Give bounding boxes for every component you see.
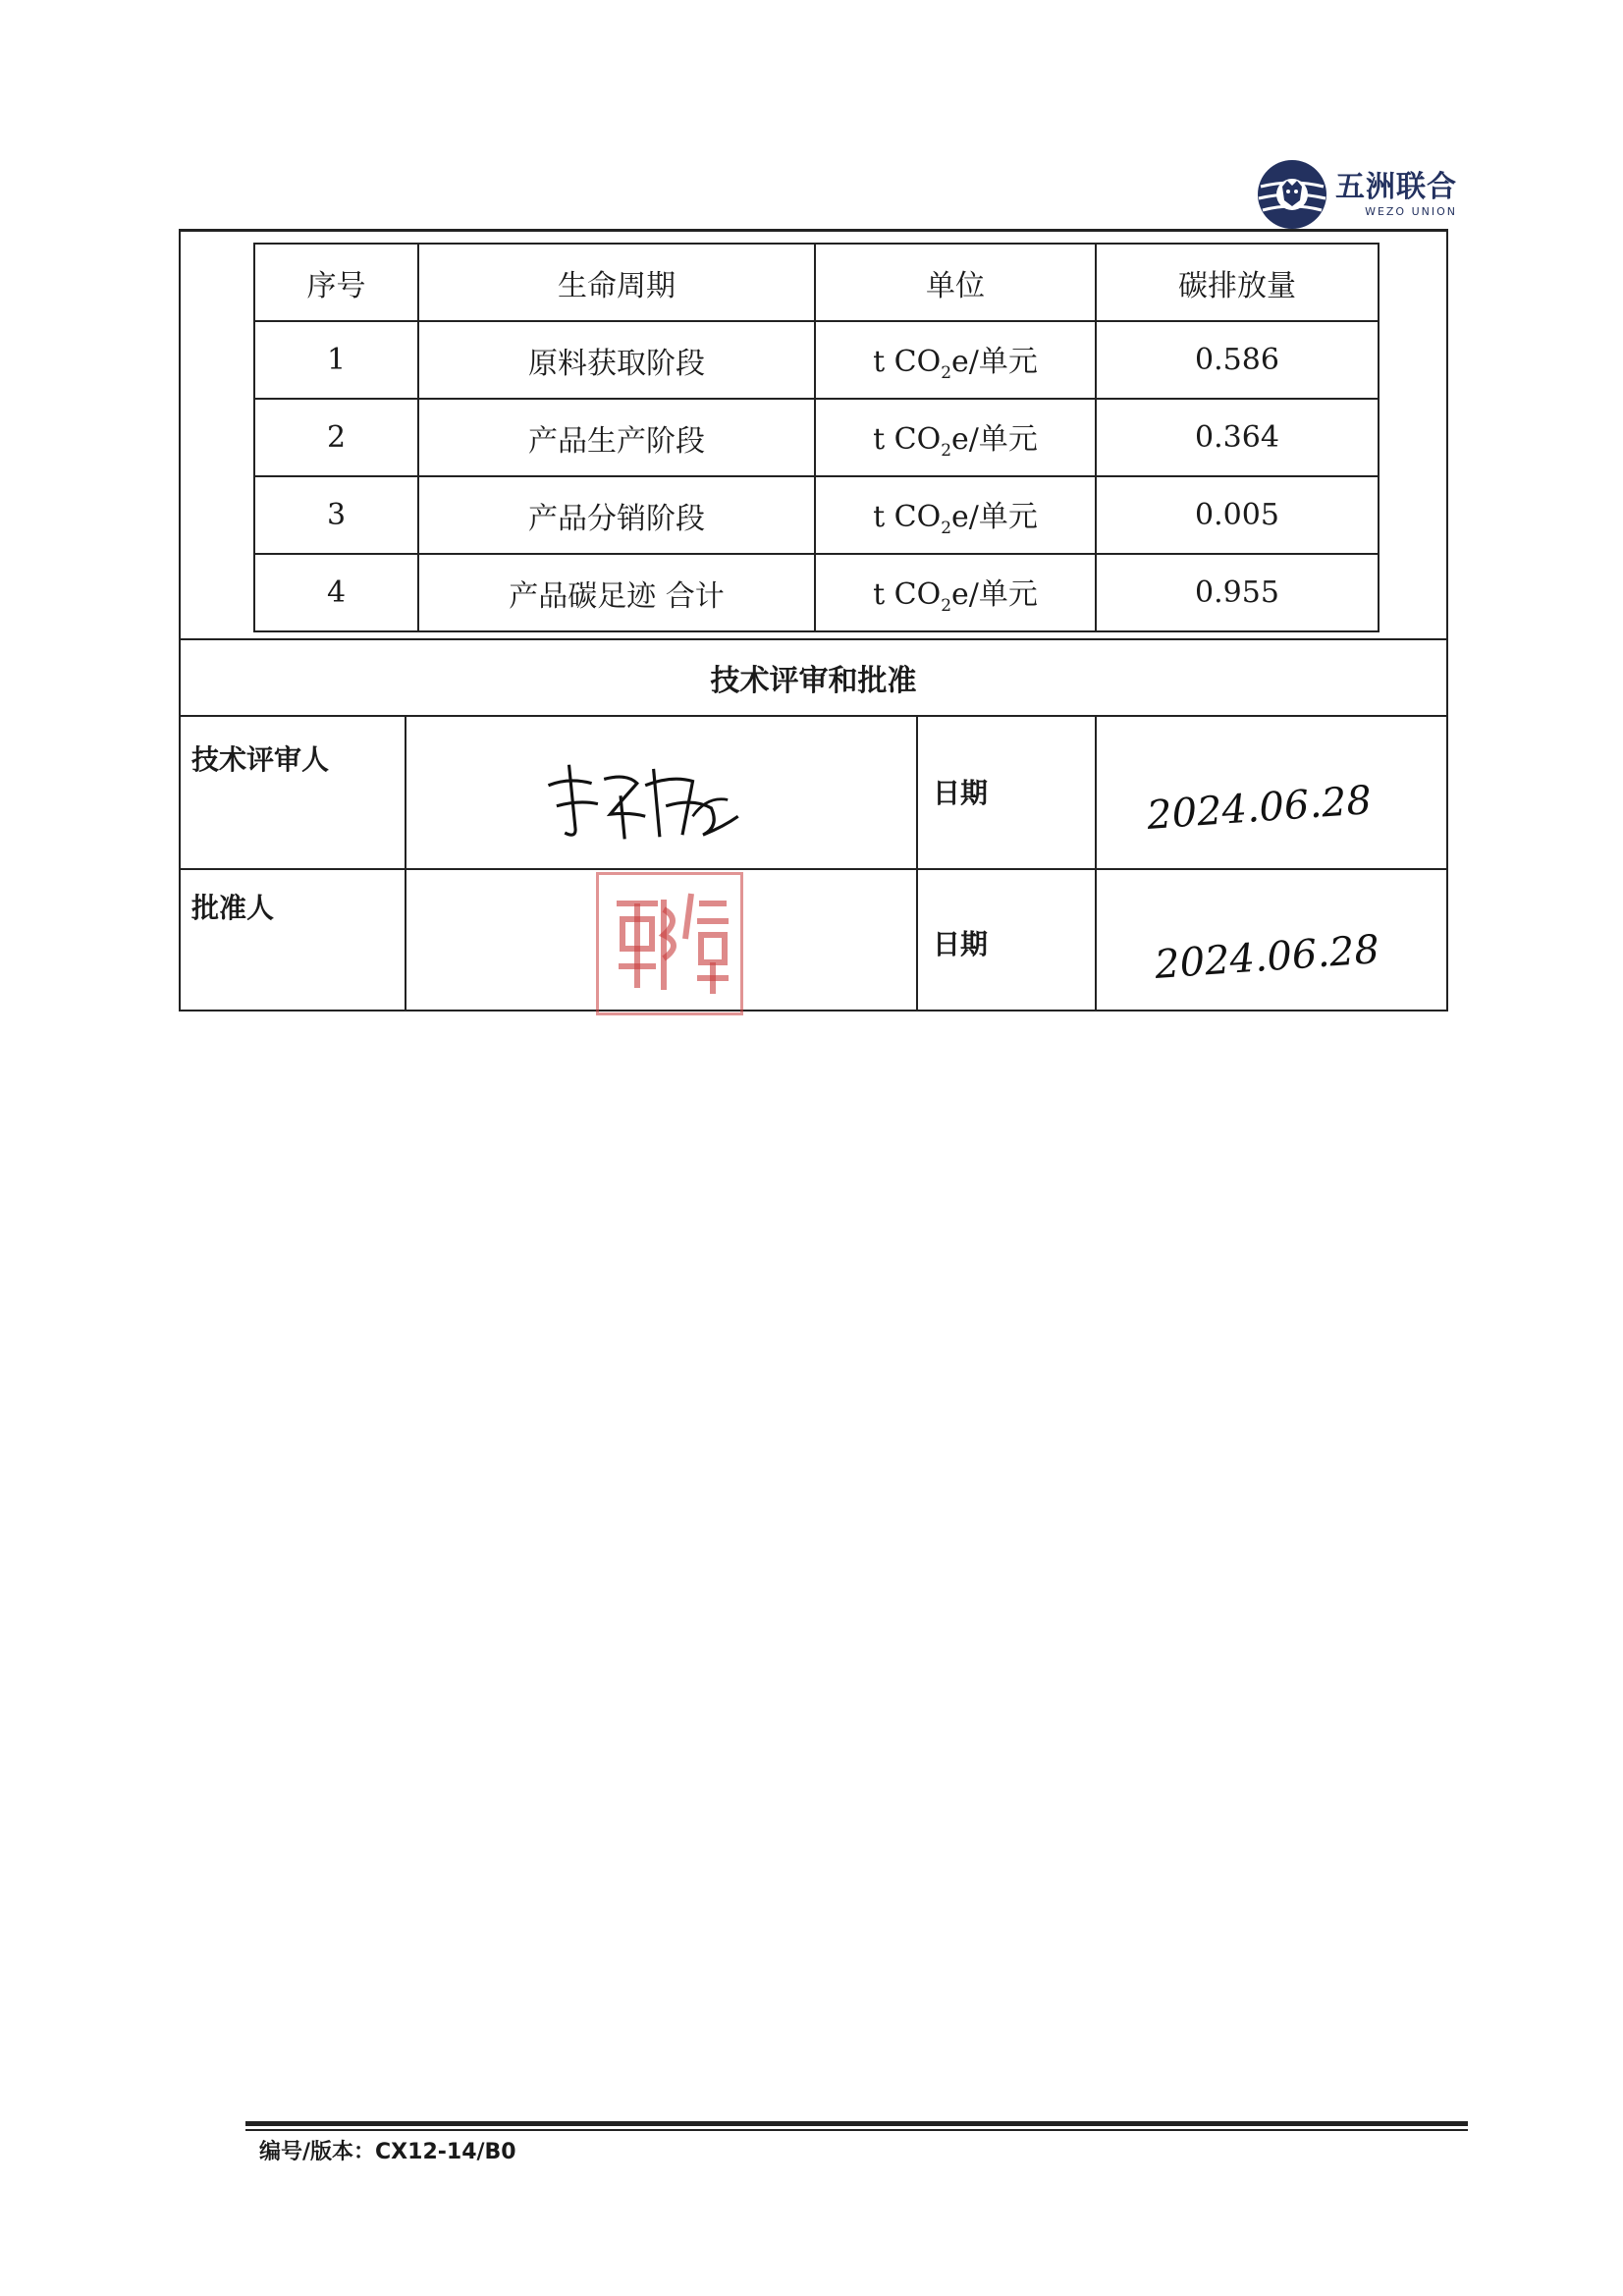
row-no: 2 <box>254 399 418 476</box>
header-emission: 碳排放量 <box>1096 244 1379 321</box>
table-row <box>254 476 1379 554</box>
divider <box>405 715 406 1011</box>
footer-rule-thin <box>245 2129 1468 2131</box>
company-logo <box>1255 157 1457 232</box>
row-no: 4 <box>254 554 418 631</box>
row-stage: 原料获取阶段 <box>418 321 815 399</box>
row-value: 0.364 <box>1096 399 1379 476</box>
seal-glyphs <box>603 880 736 1008</box>
approval-title: 技术评审和批准 <box>710 664 917 698</box>
divider <box>1095 715 1097 1011</box>
row-unit: t $CO_2e/$单元 <box>815 476 1096 554</box>
table-row <box>254 554 1379 631</box>
document-number: 编号/版本：CX12-14/B0 <box>259 2140 516 2164</box>
globe-lion-icon <box>1255 157 1329 232</box>
row-unit: t $CO_2e/$单元 <box>815 554 1096 631</box>
row-no: 3 <box>254 476 418 554</box>
approver-label: 批准人 <box>191 892 275 924</box>
row-stage: 产品生产阶段 <box>418 399 815 476</box>
carbon-footprint-table <box>253 243 1380 632</box>
table-header-row <box>254 244 1379 321</box>
row-stage: 产品分销阶段 <box>418 476 815 554</box>
header-no: 序号 <box>254 244 418 321</box>
table-row <box>254 321 1379 399</box>
row-stage: 产品碳足迹 合计 <box>418 554 815 631</box>
reviewer-label: 技术评审人 <box>191 743 330 776</box>
row-unit: t $CO_2e/$单元 <box>815 399 1096 476</box>
divider <box>179 868 1448 870</box>
row-no: 1 <box>254 321 418 399</box>
review-date-label: 日期 <box>933 777 989 809</box>
approver-seal-stamp <box>596 872 743 1015</box>
reviewer-signature <box>538 754 744 847</box>
header-unit: 单位 <box>815 244 1096 321</box>
table-row <box>254 399 1379 476</box>
approve-date-label: 日期 <box>933 928 989 960</box>
row-value: 0.586 <box>1096 321 1379 399</box>
row-unit: t $CO_2e/$单元 <box>815 321 1096 399</box>
footer-rule <box>245 2121 1468 2126</box>
divider <box>916 715 918 1011</box>
logo-name-en: WEZO UNION <box>1365 204 1457 218</box>
divider <box>179 715 1448 717</box>
review-date: 2024.06.28 <box>1145 778 1374 839</box>
approve-date: 2024.06.28 <box>1153 927 1381 988</box>
header-stage: 生命周期 <box>418 244 815 321</box>
logo-name-cn: 五洲联合 <box>1335 169 1457 204</box>
row-value: 0.005 <box>1096 476 1379 554</box>
row-value: 0.955 <box>1096 554 1379 631</box>
